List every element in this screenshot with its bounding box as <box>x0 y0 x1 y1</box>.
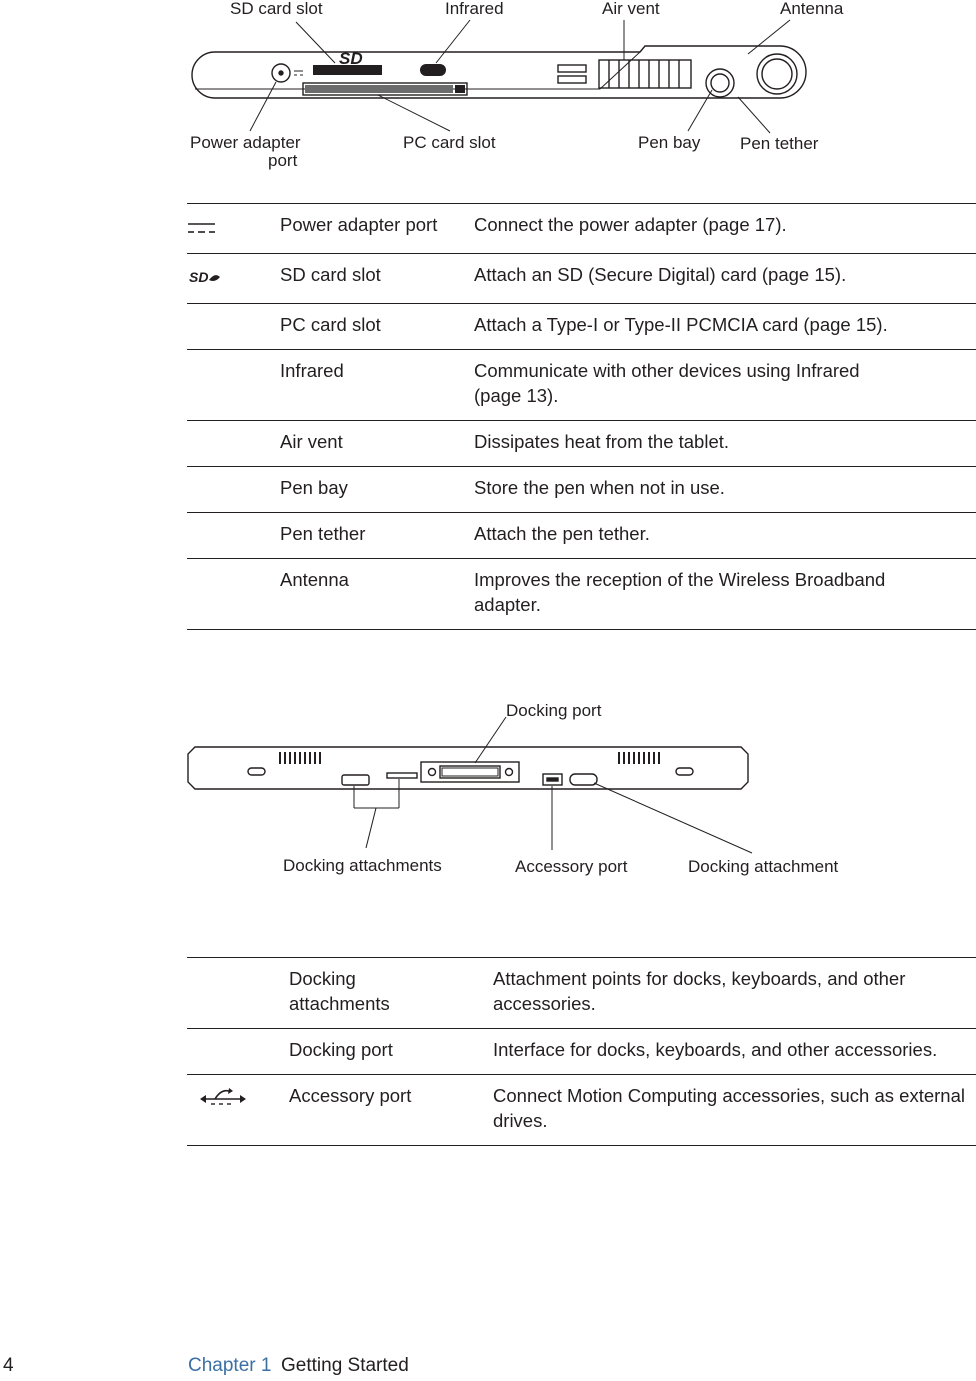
air-vent-shape <box>599 60 691 88</box>
icon-cell <box>187 304 280 350</box>
page-footer <box>0 1355 976 1381</box>
port-name: Docking port <box>289 1029 493 1075</box>
icon-cell <box>187 958 289 1029</box>
port-name: Antenna <box>280 559 474 630</box>
port-name: Air vent <box>280 421 474 467</box>
port-description: Store the pen when not in use. <box>474 467 976 513</box>
icon-cell <box>187 254 280 304</box>
side-ports-table <box>187 203 976 630</box>
icon-cell <box>187 421 280 467</box>
callout-pc-card-slot: PC card slot <box>403 133 496 152</box>
bottom-ports-table <box>187 957 976 1146</box>
svg-text:SD: SD <box>189 269 209 285</box>
icon-cell <box>187 204 280 254</box>
infrared-window-shape <box>420 64 446 76</box>
table-row <box>187 1029 976 1075</box>
icon-cell <box>187 1029 289 1075</box>
tablet-side-diagram <box>0 0 976 180</box>
port-description: Attach the pen tether. <box>474 513 976 559</box>
bottom-vent-left <box>280 752 320 764</box>
docking-attachment-shape <box>342 775 369 785</box>
icon-cell <box>187 1075 289 1146</box>
bottom-vent-right <box>619 752 659 764</box>
port-description: Attach a Type-I or Type-II PCMCIA card (page 15). <box>474 304 976 350</box>
callout-docking-attachments: Docking attachments <box>283 856 442 875</box>
page-number: 4 <box>3 1355 14 1376</box>
callout-infrared: Infrared <box>445 0 504 18</box>
callout-docking-port: Docking port <box>506 701 602 720</box>
table-row <box>187 254 976 304</box>
port-description: Interface for docks, keyboards, and other accessories. <box>493 1029 976 1075</box>
table-row <box>187 204 976 254</box>
port-description: Dissipates heat from the tablet. <box>474 421 976 467</box>
port-name: Pen tether <box>280 513 474 559</box>
port-name: PC card slot <box>280 304 474 350</box>
sd-card-icon <box>187 269 221 285</box>
icon-cell <box>187 350 280 421</box>
port-name: Power adapter port <box>280 204 474 254</box>
port-name: Infrared <box>280 350 474 421</box>
table-row <box>187 421 976 467</box>
table-row <box>187 350 976 421</box>
power-dc-icon <box>187 221 217 235</box>
port-name: Accessory port <box>289 1075 493 1146</box>
chapter-label: Chapter 1 <box>188 1355 272 1376</box>
table-row <box>187 467 976 513</box>
icon-cell <box>187 559 280 630</box>
callout-pen-bay: Pen bay <box>638 133 701 152</box>
docking-attachment-shape <box>387 773 417 778</box>
icon-cell <box>187 513 280 559</box>
port-name: Pen bay <box>280 467 474 513</box>
port-description: Attach an SD (Secure Digital) card (page 15). <box>474 254 976 304</box>
callout-power-adapter-port-line2: port <box>268 151 298 170</box>
pen-tether-shape <box>757 54 797 94</box>
port-name: SD card slot <box>280 254 474 304</box>
tablet-bottom-diagram <box>0 690 976 890</box>
callout-pen-tether: Pen tether <box>740 134 819 153</box>
port-name: Docking attachments <box>289 958 493 1029</box>
callout-antenna: Antenna <box>780 0 844 18</box>
port-description: Attachment points for docks, keyboards, and other accessories. <box>493 958 976 1029</box>
port-description: Connect Motion Computing accessories, such as external drives. <box>493 1075 976 1146</box>
port-description: Improves the reception of the Wireless Broadband adapter. <box>474 559 976 630</box>
table-row <box>187 1075 976 1146</box>
table-row <box>187 559 976 630</box>
port-description: Connect the power adapter (page 17). <box>474 204 976 254</box>
icon-cell <box>187 467 280 513</box>
sd-logo: SD <box>339 49 363 68</box>
callout-docking-attachment: Docking attachment <box>688 857 839 876</box>
table-row <box>187 958 976 1029</box>
callout-accessory-port: Accessory port <box>515 857 628 876</box>
docking-port-shape <box>421 762 519 782</box>
callout-air-vent: Air vent <box>602 0 660 18</box>
port-description: Communicate with other devices using Infrared (page 13). <box>474 350 976 421</box>
table-row <box>187 304 976 350</box>
callout-sd-card-slot: SD card slot <box>230 0 323 18</box>
docking-attachment-shape <box>570 774 597 785</box>
callout-power-adapter-port: Power adapter <box>190 133 301 152</box>
accessory-port-icon <box>199 1087 247 1107</box>
chapter-title: Getting Started <box>281 1355 409 1376</box>
table-row <box>187 513 976 559</box>
